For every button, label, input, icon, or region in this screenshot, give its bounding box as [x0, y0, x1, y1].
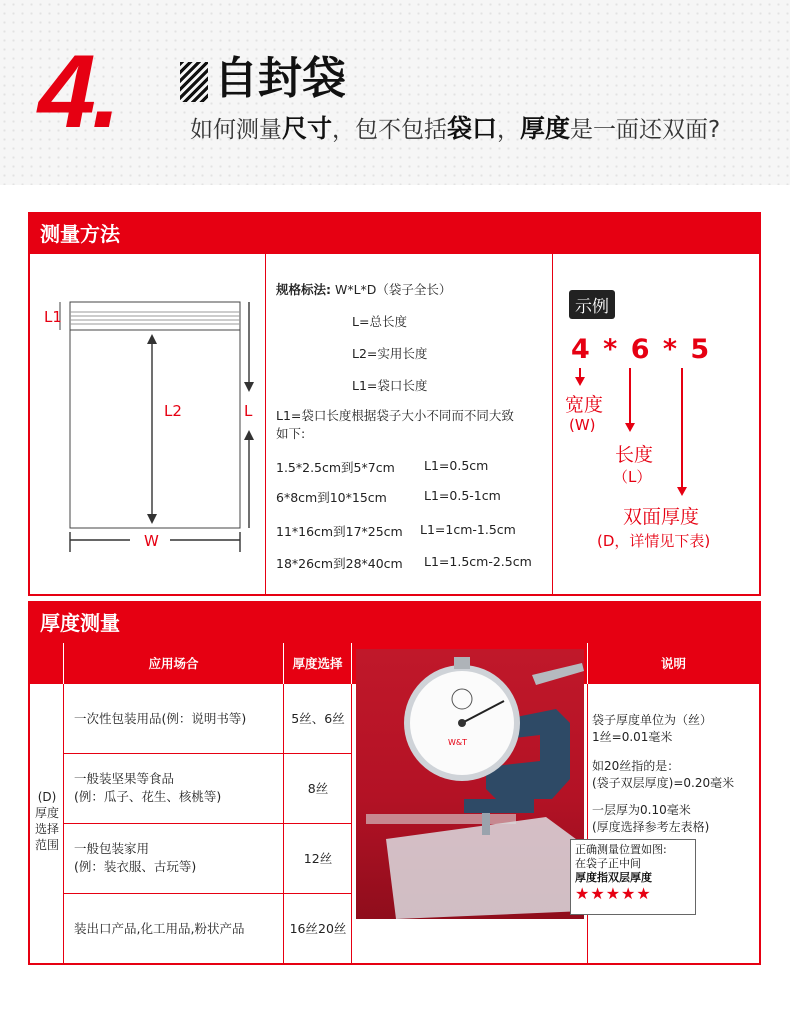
range-l1: L1=1cm-1.5cm — [420, 522, 516, 537]
notes-cell — [592, 712, 734, 836]
example-width-sub: (W) — [569, 416, 596, 434]
note-line: 1丝=0.01毫米 — [592, 730, 673, 744]
measure-section — [28, 212, 761, 596]
side-label-line: 选择 — [34, 822, 59, 836]
subtitle-part-bold: 尺寸 — [282, 114, 333, 143]
l1-label: L1 — [44, 308, 62, 326]
note-spacer — [592, 746, 734, 758]
w-label: W — [144, 532, 159, 550]
gauge-brand-mark: W&T — [448, 738, 468, 747]
side-label — [30, 789, 64, 853]
bag-diagram — [30, 254, 266, 594]
spec-formula: W*L*D（袋子全长） — [334, 282, 452, 297]
rating-stars-icon: ★★★★★ — [575, 884, 652, 903]
thickness-section — [28, 601, 761, 965]
thickness-cell: 16丝20丝 — [289, 921, 347, 936]
stripes-decoration — [180, 62, 208, 102]
thickness-heading: 厚度测量 — [30, 603, 759, 643]
range-l1: L1=1.5cm-2.5cm — [424, 554, 532, 569]
photo-note — [570, 839, 696, 915]
use-cell: 一次性包装用品(例：说明书等) — [74, 711, 247, 726]
use-line: 一般包装家用 — [74, 841, 150, 856]
range-size: 11*16cm到17*25cm — [276, 524, 403, 539]
note-line: 袋子厚度单位为（丝） — [592, 713, 713, 727]
thickness-table — [30, 643, 759, 963]
subtitle-part: 是一面还双面? — [570, 117, 721, 143]
example-length-sub: （L） — [613, 468, 652, 486]
def-opening-length: L1=袋口长度 — [352, 378, 428, 393]
spec-label: 规格标法: — [276, 282, 331, 297]
range-size: 1.5*2.5cm到5*7cm — [276, 460, 395, 475]
range-l1: L1=0.5-1cm — [424, 488, 501, 503]
def-total-length: L=总长度 — [352, 314, 407, 329]
use-line: 一般装坚果等食品 — [74, 771, 175, 786]
l-label: L — [244, 402, 253, 420]
table-header-blank — [30, 643, 64, 684]
header-banner — [0, 0, 790, 185]
range-size: 6*8cm到10*15cm — [276, 490, 387, 505]
example-length-label: 长度 — [615, 444, 654, 466]
use-cell — [74, 770, 221, 806]
spec-line — [276, 280, 451, 298]
def-usable-length: L2=实用长度 — [352, 346, 428, 361]
thickness-cell: 5丝、6丝 — [291, 711, 345, 726]
table-header-notes: 说明 — [588, 643, 759, 684]
thickness-cell: 12丝 — [303, 851, 333, 866]
use-cell: 装出口产品,化工用品,粉状产品 — [74, 921, 245, 936]
l2-label: L2 — [164, 402, 182, 420]
page-subtitle — [190, 114, 720, 145]
side-label-line: 厚度 — [34, 806, 59, 820]
table-header-thickness: 厚度选择 — [284, 643, 352, 684]
note-line: (袋子双层厚度)=0.20毫米 — [592, 776, 735, 790]
subtitle-part: 如何测量 — [190, 117, 282, 143]
example-width-label: 宽度 — [565, 394, 604, 416]
photo-note-line: 正确测量位置如图: — [575, 843, 667, 856]
note-line: (厚度选择参考左表格) — [592, 820, 710, 834]
subtitle-part-bold: 袋口 — [447, 114, 498, 143]
note-spacer — [592, 792, 734, 802]
example-tag: 示例 — [569, 290, 615, 319]
photo-note-line: 在袋子正中间 — [575, 857, 641, 870]
subtitle-part: ，包不包括 — [332, 117, 448, 143]
dial-gauge-icon — [356, 649, 584, 919]
table-header-use: 应用场合 — [64, 643, 284, 684]
range-size: 18*26cm到28*40cm — [276, 556, 403, 571]
note-line: 一层厚为0.10毫米 — [592, 803, 691, 817]
example-formula: 4 * 6 * 5 — [571, 334, 712, 365]
side-label-line: (D) — [37, 790, 57, 804]
example-panel — [553, 254, 759, 594]
note-line: 如20丝指的是： — [592, 759, 680, 773]
section-number: 4. — [38, 34, 117, 150]
subtitle-part: ， — [497, 117, 521, 143]
note-line: 如下: — [276, 426, 306, 441]
page-title: 自封袋 — [214, 53, 346, 104]
use-line: (例：瓜子、花生、核桃等) — [74, 789, 222, 804]
thickness-cell: 8丝 — [307, 781, 329, 796]
photo-note-line: 厚度指双层厚度 — [575, 871, 652, 884]
measure-heading: 测量方法 — [30, 214, 759, 254]
use-line: (例：装衣服、古玩等) — [74, 859, 197, 874]
spec-text — [266, 254, 553, 594]
example-thickness-label: 双面厚度 — [623, 506, 700, 528]
note-line: L1=袋口长度根据袋子大小不同而不同大致 — [276, 408, 514, 423]
example-thickness-sub: (D，详情见下表) — [597, 532, 711, 550]
use-cell — [74, 840, 196, 876]
subtitle-part-bold: 厚度 — [520, 114, 571, 143]
range-l1: L1=0.5cm — [424, 458, 489, 473]
side-label-line: 范围 — [34, 838, 59, 852]
